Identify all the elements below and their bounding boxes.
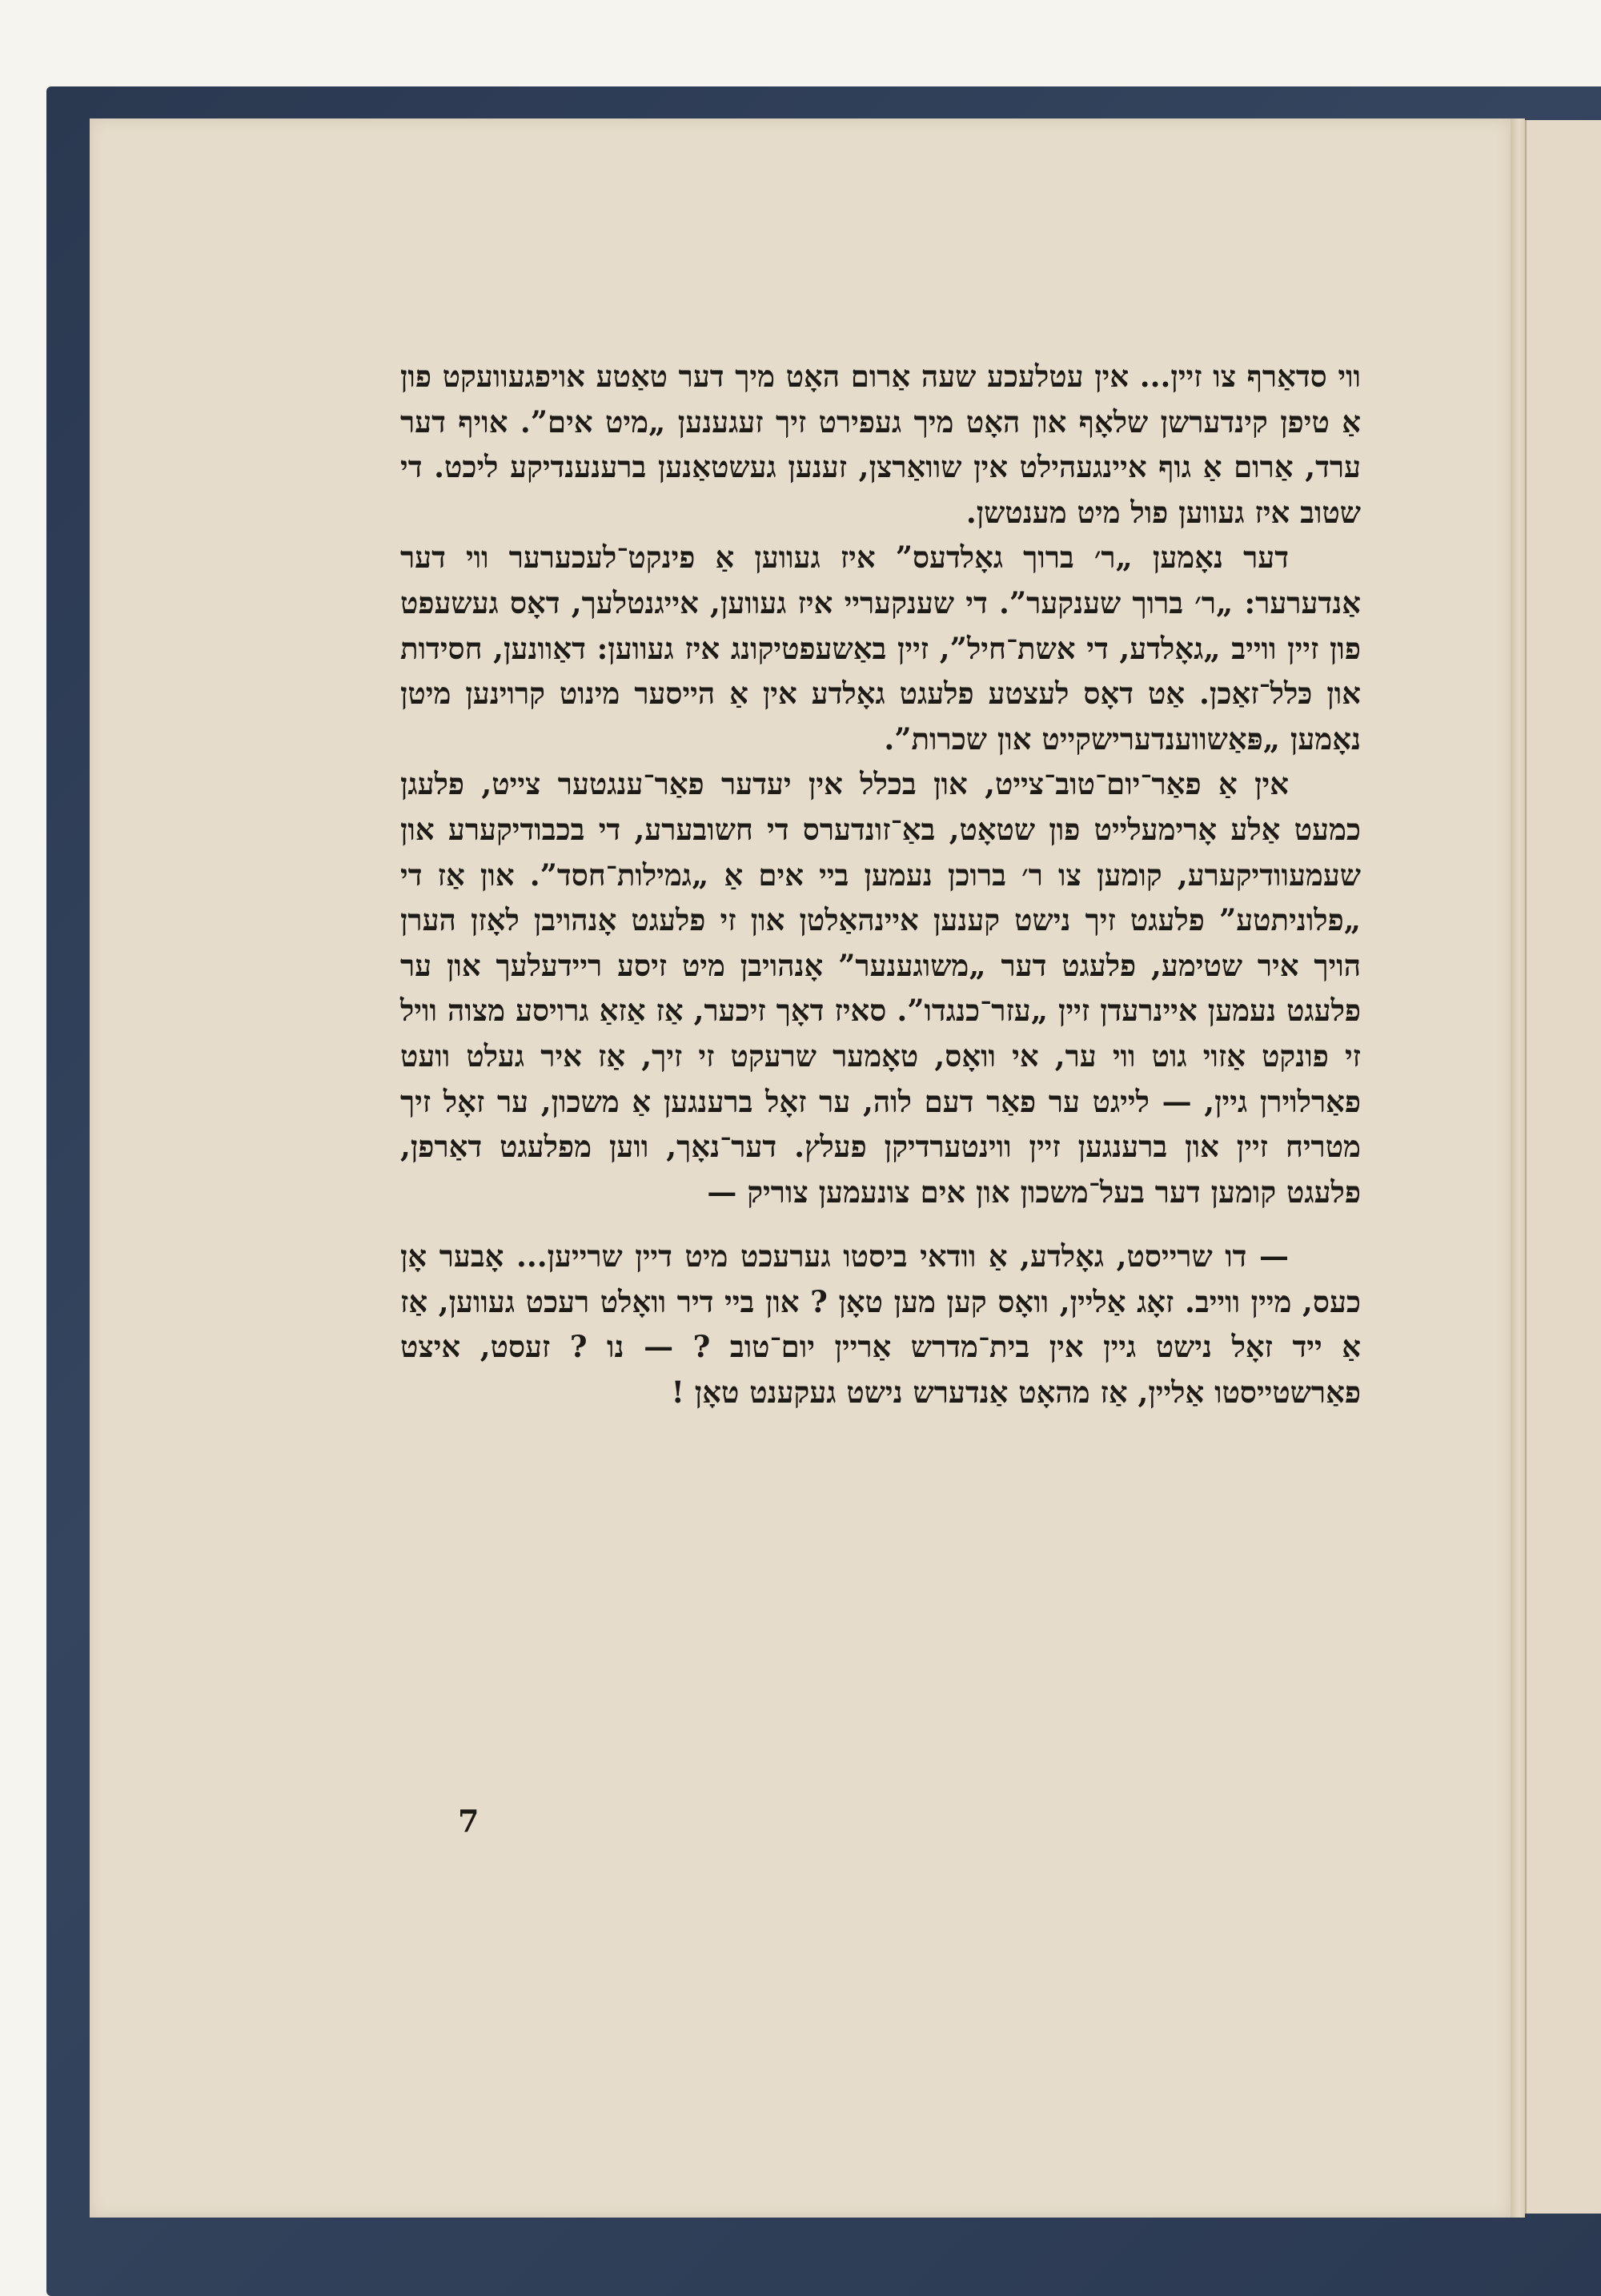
facing-page-strip	[1525, 120, 1601, 2214]
page-body-text	[400, 354, 1361, 1415]
paragraph-4: — דו שרייסט, גאָלדע, אַ וודאי ביסטו גערעכט מיט דיין שרייען... אָבער אָן כעס, מיין ווייב. זאָג אַליין, וואָס קען מען טאָן ? און ביי דיר וואָלט רעכט געווען, אַז אַ ייד זאָל נישט גיין אין בית־מדרש אַריין יום־טוב ? — נו ? זעסט, איצט פאַרשטייסטו אַליין, אַז מהאָט אַנדערש נישט געקענט טאָן !	[400, 1238, 1361, 1411]
page-gutter-edge	[1511, 118, 1525, 2218]
page-number: 7	[458, 1803, 479, 1839]
paragraph-1: ווי סדאַרף צו זיין... אין עטלעכע שעה אַרום האָט מיך דער טאַטע אויפגעוועקט פון אַ טיפן קינדערשן שלאָף און האָט מיך געפירט זיך זעגענען „מיט אים”. אויף דער ערד, אַרום אַ גוף איינגעהילט אין שוואַרצן, זענען געשטאַנען ברענענדיקע ליכט. די שטוב איז געווען פול מיט מענטשן.	[400, 359, 1361, 530]
paragraph-3: אין אַ פאַר־יום־טוב־צייט, און בכלל אין יעדער פאַר־ענגטער צייט, פלעגן כמעט אַלע אָרימעלייט פון שטאָט, באַ־זונדערס די חשובערע, די בכבודיקערע און שעמעוודיקערע, קומען צו ר׳ ברוכן נעמען ביי אים אַ „גמילות־חסד”. און אַז די „פלוניתטע” פלעגט זיך נישט קענען איינהאַלטן און זי פלעגט אָנהויבן לאָזן הערן הויך איר שטימע, פלעגט דער „משוגענער” אָנהויבן מיט זיסע ריידעלעך און ער פלעגט נעמען איינרעדן זיין „עזר־כנגדו”. סאיז דאָך זיכער, אַז אַזאַ גרויסע מצוה וויל זי פונקט אַזוי גוט ווי ער, אי וואָס, טאָמער שרעקט זי זיך, אַז איר געלט וועט פאַרלוירן גיין, — לייגט ער פאַר דעם לוה, ער זאָל ברענגען אַ משכון, ער זאָל זיך מטריח זיין און ברענגען זיין ווינטערדיקן פעלץ. דער־נאָך, ווען מפלעגט דאַרפן, פלעגט קומען דער בעל־משכון און אים צונעמען צוריק —	[400, 766, 1361, 1210]
paragraph-2: דער נאָמען „ר׳ ברוך גאָלדעס” איז געווען אַ פינקט־לעכערער ווי דער אַנדערער: „ר׳ ברוך שענקער”. די שענקעריי איז געווען, אייגנטלעך, דאָס געשעפט פון זיין ווייב „גאָלדע, די אשת־חיל”, זיין באַשעפטיקונג איז געווען: דאַוונען, חסידות און כּלל־זאַכן. אַט דאָס לעצטע פלעגט גאָלדע אין אַ הייסער מינוט קרוינען מיטן נאָמען „פּאַשווענדערישקייט און שכרות”.	[400, 540, 1361, 757]
